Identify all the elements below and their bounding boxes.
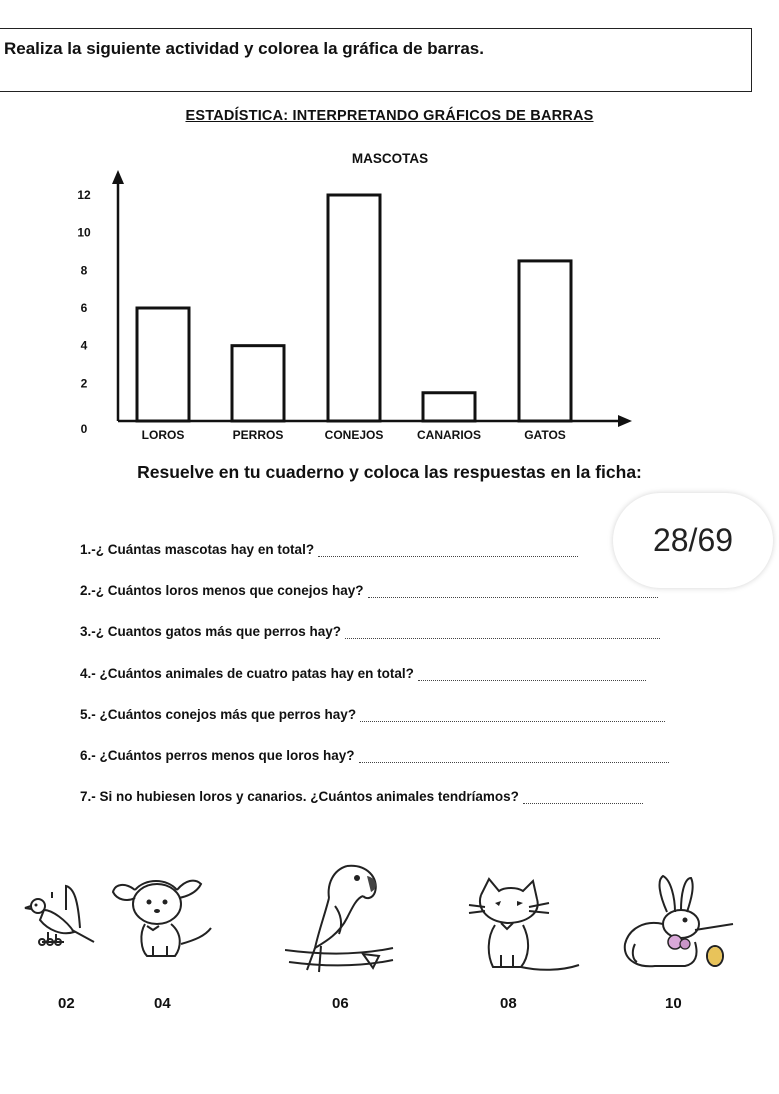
worksheet-title: ESTADÍSTICA: INTERPRETANDO GRÁFICOS DE BARRAS (185, 108, 594, 124)
answer-line[interactable] (345, 626, 660, 639)
cat-icon (465, 875, 585, 985)
card-number-2: 04 (154, 995, 171, 1012)
chart-title: MASCOTAS (351, 151, 429, 166)
answer-line[interactable] (359, 750, 669, 763)
rabbit-icon (615, 872, 740, 977)
y-tick-label: 6 (80, 301, 88, 315)
y-tick-label: 8 (80, 263, 88, 278)
answer-line[interactable] (418, 668, 646, 681)
x-category-label: LOROS (141, 428, 185, 442)
page-counter-badge (613, 493, 773, 588)
x-category-label: GATOS (524, 428, 566, 442)
question-5: 5.- ¿Cuántos conejos más que perros hay? (80, 707, 665, 722)
card-number-5: 10 (665, 995, 682, 1012)
answer-line[interactable] (368, 585, 658, 598)
question-4: 4.- ¿Cuántos animales de cuatro patas hay en total? (80, 666, 646, 681)
bar-chart (0, 130, 779, 450)
canary-icon (22, 880, 102, 960)
parrot-icon (285, 858, 395, 983)
instruction-text: Realiza la siguiente actividad y colorea la gráfica de barras. (4, 39, 484, 58)
bar-gatos (519, 261, 571, 421)
dog-icon (105, 870, 220, 970)
card-number-3: 06 (332, 995, 349, 1012)
question-6: 6.- ¿Cuántos perros menos que loros hay? (80, 748, 669, 763)
x-axis-arrow (618, 415, 632, 427)
bar-loros (137, 308, 189, 421)
question-7: 7.- Si no hubiesen loros y canarios. ¿Cuántos animales tendríamos? (80, 789, 643, 804)
instruction-box (0, 28, 752, 92)
answer-line[interactable] (523, 791, 643, 804)
x-category-label: CONEJOS (324, 428, 384, 442)
y-tick-label: 0 (80, 422, 88, 436)
question-3: 3.-¿ Cuantos gatos más que perros hay? (80, 624, 660, 639)
bar-perros (232, 346, 284, 421)
page-counter-text: 28/69 (652, 522, 734, 558)
y-tick-label: 4 (80, 338, 88, 353)
card-number-1: 02 (58, 995, 75, 1012)
y-axis-arrow (112, 170, 124, 184)
answer-line[interactable] (360, 709, 665, 722)
x-category-label: CANARIOS (416, 428, 482, 442)
solve-instruction: Resuelve en tu cuaderno y coloca las respuestas en la ficha: (137, 462, 642, 482)
bar-canarios (423, 393, 475, 421)
y-tick-label: 12 (77, 188, 91, 202)
question-1: 1.-¿ Cuántas mascotas hay en total? (80, 542, 578, 557)
bar-conejos (328, 195, 380, 421)
x-category-label: PERROS (232, 428, 284, 442)
question-2: 2.-¿ Cuántos loros menos que conejos hay? (80, 583, 658, 598)
y-tick-label: 2 (80, 376, 88, 391)
answer-line[interactable] (318, 544, 578, 557)
y-tick-label: 10 (77, 225, 91, 240)
card-number-4: 08 (500, 995, 517, 1012)
